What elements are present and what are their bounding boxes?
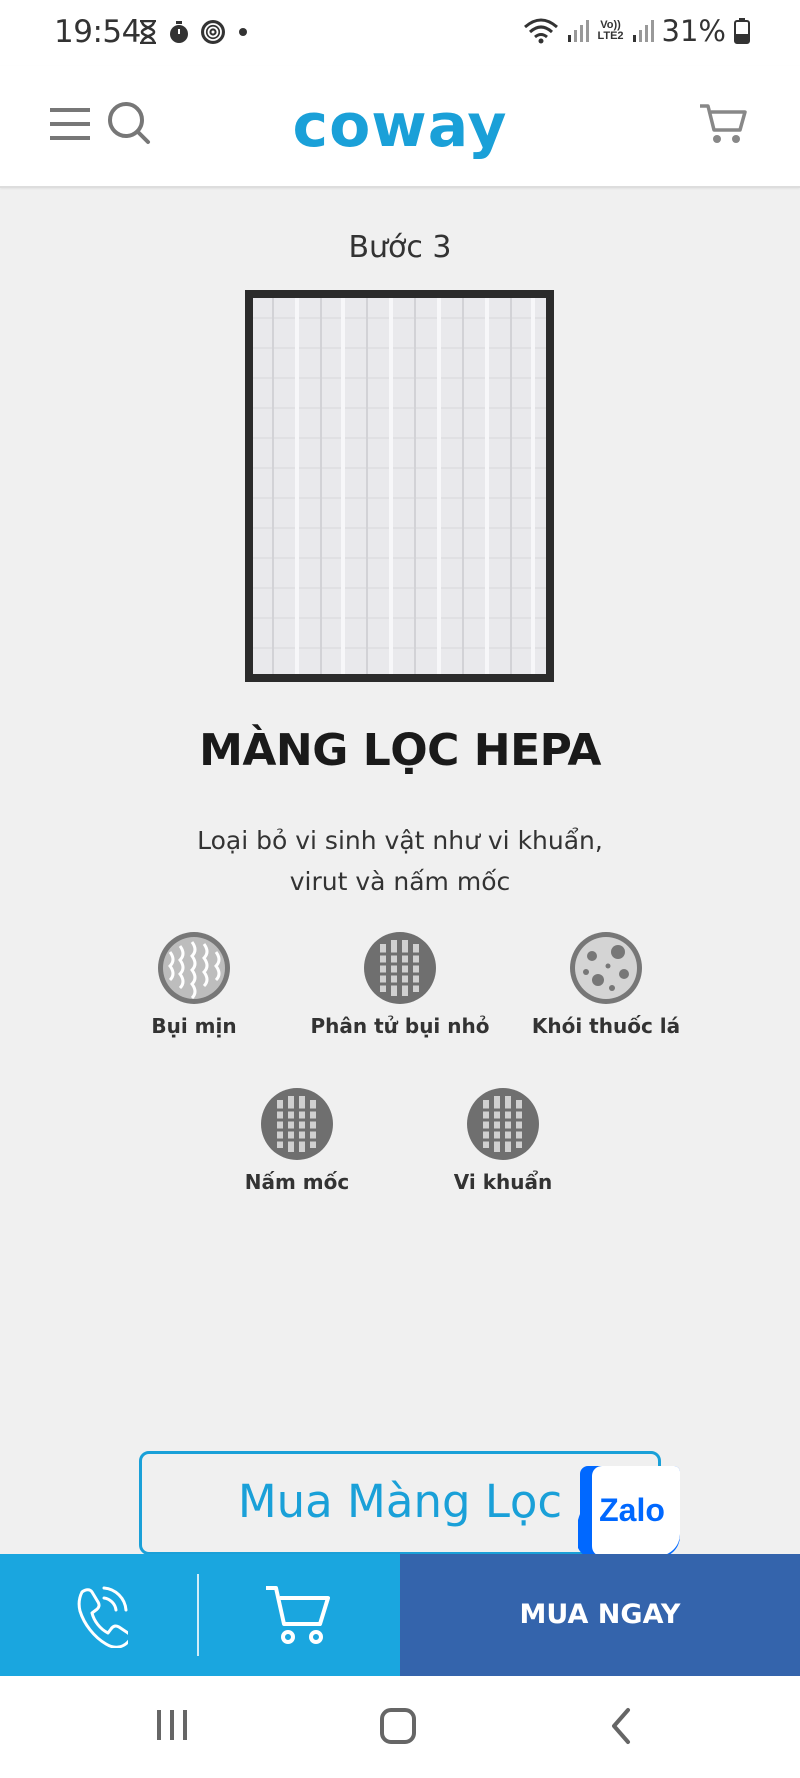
cigarette-smoke-icon [568, 930, 644, 1006]
bacteria-icon [465, 1086, 541, 1162]
status-time: 19:54 [54, 14, 141, 50]
battery-icon [734, 18, 750, 44]
step-label: Bước 3 [348, 230, 452, 265]
hourglass-icon [138, 20, 158, 44]
status-icons-right [523, 14, 750, 48]
site-header [0, 66, 800, 188]
fine-dust-icon [156, 930, 232, 1006]
svg-text:coway: coway [292, 94, 508, 161]
add-to-cart-icon[interactable] [264, 1582, 334, 1648]
buy-now-button[interactable]: MUA NGAY [400, 1554, 800, 1676]
buy-filter-button[interactable]: Mua Màng Lọc [139, 1451, 661, 1555]
home-icon[interactable] [378, 1706, 418, 1746]
action-bar-left [0, 1554, 400, 1676]
volte-lte-indicator: Vo)) LTE2 [597, 19, 624, 42]
zalo-label: Zalo [599, 1492, 665, 1528]
filter-title: MÀNG LỌC HEPA [199, 725, 601, 776]
recent-apps-icon[interactable] [154, 1706, 190, 1744]
phone-icon[interactable] [72, 1586, 128, 1648]
fingerprint-icon [200, 19, 226, 45]
action-bar-divider [197, 1574, 199, 1656]
wifi-icon [523, 17, 559, 45]
dot-icon [236, 25, 250, 39]
signal-icon-2 [632, 19, 654, 43]
feature-mold: Nấm mốc [197, 1086, 397, 1194]
menu-icon[interactable] [50, 104, 92, 144]
search-icon[interactable] [106, 100, 152, 146]
bottom-action-bar [0, 1554, 800, 1676]
dust-particle-icon [362, 930, 438, 1006]
android-nav-bar [0, 1676, 800, 1778]
filter-description: Loại bỏ vi sinh vật như vi khuẩn, virut và nấm mốc [197, 826, 603, 896]
hepa-filter-image [243, 288, 556, 684]
cart-icon[interactable] [698, 102, 748, 146]
feature-dust-particle: Phân tử bụi nhỏ [300, 930, 500, 1038]
status-icons-left [138, 19, 250, 45]
back-icon[interactable] [606, 1706, 636, 1746]
battery-percent: 31% [661, 14, 726, 48]
coway-logo[interactable] [280, 94, 520, 164]
status-bar [0, 0, 800, 66]
feature-fine-dust: Bụi mịn [94, 930, 294, 1038]
stopwatch-icon [168, 20, 190, 44]
signal-icon [567, 19, 589, 43]
mold-icon [259, 1086, 335, 1162]
zalo-chat-button[interactable] [578, 1462, 682, 1566]
feature-cigarette-smoke: Khói thuốc lá [506, 930, 706, 1038]
feature-bacteria: Vi khuẩn [403, 1086, 603, 1194]
